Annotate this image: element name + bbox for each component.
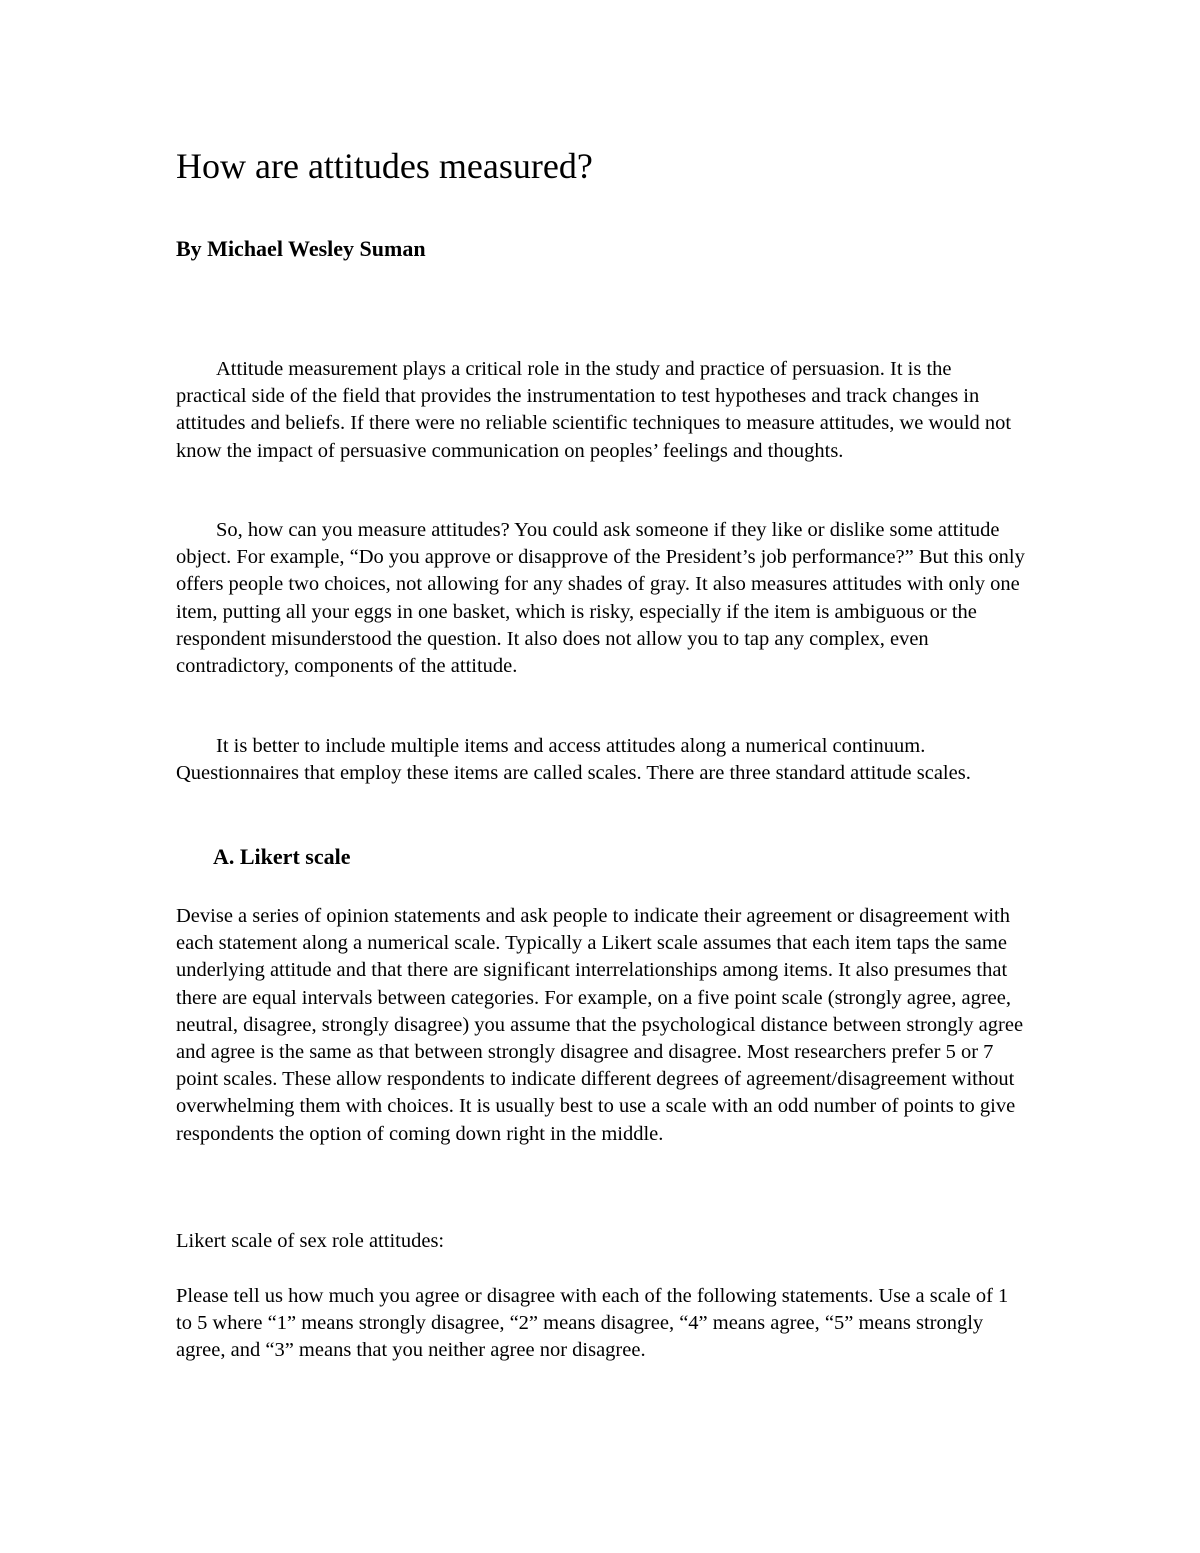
document-title: How are attitudes measured? <box>176 146 593 186</box>
paragraph-likert-description: Devise a series of opinion statements and ask people to indicate their agreement or disagreement with each statement along a numerical scale. Typically a Likert scale assumes that each item taps the same underlying attitude and that there are significant interrelationships among items. It also presumes that there are equal intervals between categories. For example, on a five point scale (strongly agree, agree, neutral, disagree, strongly disagree) you assume that the psychological distance between strongly agree and agree is the same as that between strongly disagree and disagree. Most researchers prefer 5 or 7 point scales. These allow respondents to indicate different degrees of agreement/disagreement without overwhelming them with choices. It is usually best to use a scale with an odd number of points to give respondents the option of coming down right in the middle. <box>176 905 1024 1145</box>
paragraph-intro: Attitude measurement plays a critical role in the study and practice of persuasion. It is the practical side of the field that provides the instrumentation to test hypotheses and track changes in attitudes and beliefs. If there were no reliable scientific techniques to measure attitudes, we would not know the impact of persuasive communication on peoples’ feelings and thoughts. <box>176 358 1012 462</box>
section-heading-likert: A. Likert scale <box>213 844 351 869</box>
author-byline: By Michael Wesley Suman <box>176 236 426 261</box>
paragraph-instructions: Please tell us how much you agree or disagree with each of the following statements. Use a scale of 1 to 5 where “1” means strongly disagree, “2” means disagree, “4” means agree, “5” means strongly agree, and “3” means that you neither agree nor disagree. <box>176 1285 1009 1362</box>
paragraph-multiple-items: It is better to include multiple items and access attitudes along a numerical continuum. Questionnaires that employ these items are called scales. There are three standard attitude scales. <box>176 735 971 785</box>
paragraph-how-to-measure: So, how can you measure attitudes? You could ask someone if they like or dislike some attitude object. For example, “Do you approve or disapprove of the President’s job performance?” But this only offers people two choices, not allowing for any shades of gray. It also measures attitudes with only one item, putting all your eggs in one basket, which is risky, especially if the item is ambiguous or the respondent misunderstood the question. It also does not allow you to tap any complex, even contradictory, components of the attitude. <box>176 519 1025 678</box>
paragraph-example-label: Likert scale of sex role attitudes: <box>176 1230 445 1252</box>
